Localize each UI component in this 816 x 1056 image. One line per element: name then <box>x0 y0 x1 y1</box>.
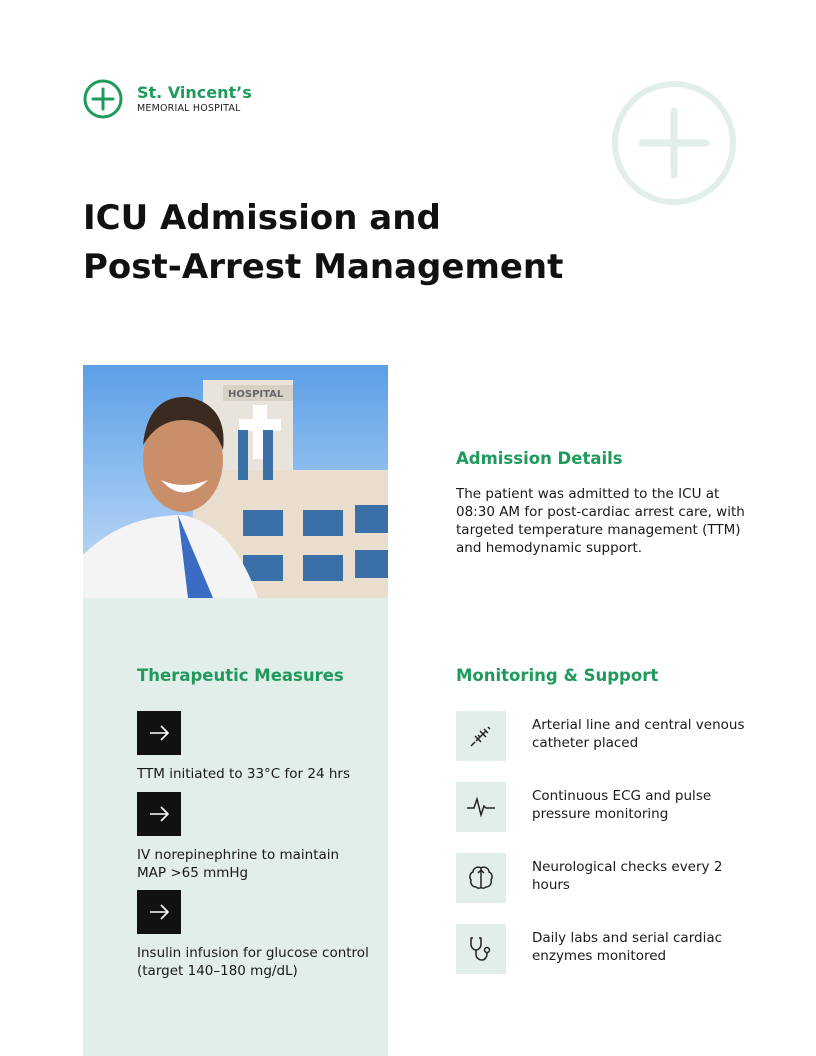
syringe-icon <box>456 711 506 761</box>
stethoscope-icon <box>456 924 506 974</box>
heartbeat-icon <box>456 782 506 832</box>
admission-details-section <box>456 449 746 557</box>
monitoring-section <box>456 666 786 964</box>
decorative-cross-icon <box>611 80 737 206</box>
arrow-right-icon <box>137 711 181 755</box>
admission-text: The patient was admitted to the ICU at 08:30 AM for post-cardiac arrest care, with targeted temperature management (TTM) and hemodynamic support. <box>456 486 745 556</box>
admission-heading: Admission Details <box>456 449 623 468</box>
therapeutic-measures-section <box>137 666 377 979</box>
monitoring-item: Neurological checks every 2 hours <box>456 853 752 903</box>
therapeutic-item: Insulin infusion for glucose control (target 140–180 mg/dL) <box>137 890 372 980</box>
therapeutic-item: TTM initiated to 33°C for 24 hrs <box>137 711 350 783</box>
svg-text:HOSPITAL: HOSPITAL <box>228 389 284 400</box>
doctor-photo <box>83 365 388 598</box>
monitoring-heading: Monitoring & Support <box>456 666 659 685</box>
therapeutic-heading: Therapeutic Measures <box>137 666 344 685</box>
brain-icon <box>456 853 506 903</box>
hospital-logo <box>83 79 252 119</box>
monitoring-item: Daily labs and serial cardiac enzymes monitored <box>456 924 752 974</box>
arrow-right-icon <box>137 890 181 934</box>
monitoring-item: Continuous ECG and pulse pressure monitoring <box>456 782 752 832</box>
therapeutic-item: IV norepinephrine to maintain MAP >65 mmHg <box>137 792 367 882</box>
arrow-right-icon <box>137 792 181 836</box>
brand-name: St. Vincent’s <box>137 83 252 102</box>
medical-cross-icon <box>83 79 123 119</box>
page-title: ICU Admission and Post-Arrest Management <box>83 198 564 287</box>
brand-subtitle: MEMORIAL HOSPITAL <box>137 103 241 114</box>
monitoring-item: Arterial line and central venous catheter placed <box>456 711 752 761</box>
